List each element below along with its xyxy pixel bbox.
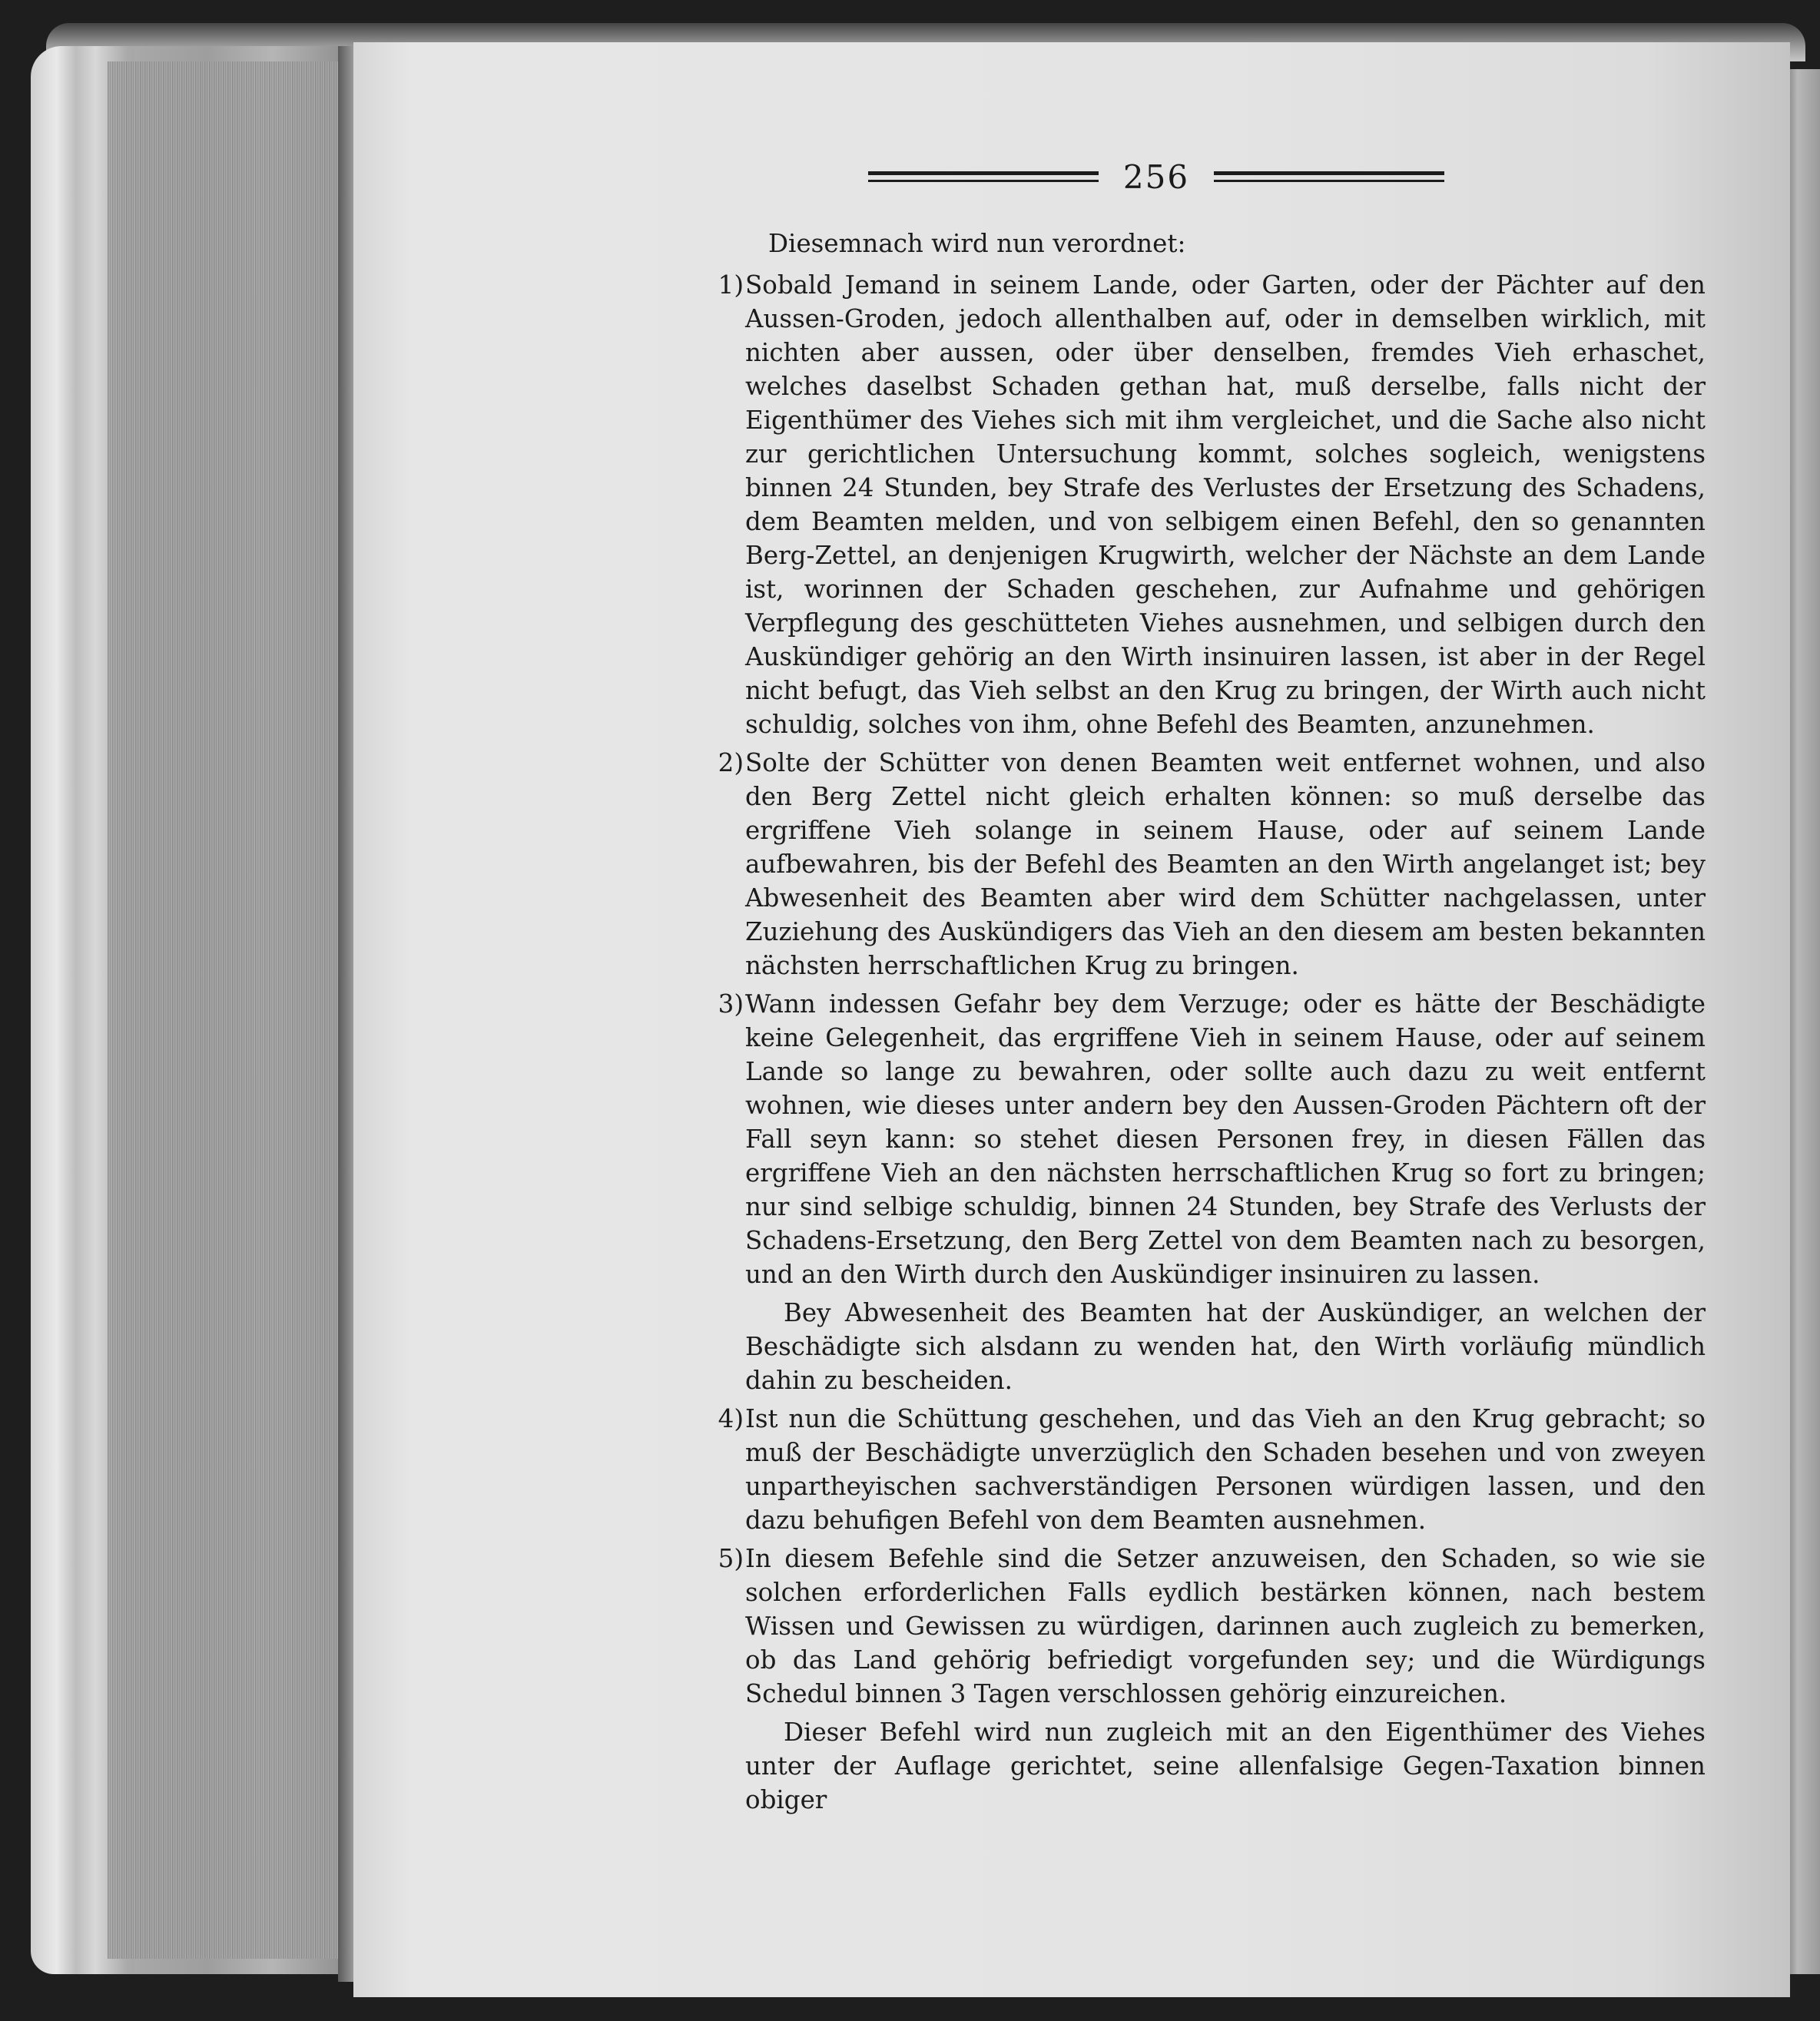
item-text: Solte der Schütter von denen Beamten weit entfernet wohnen, und also den Berg Zettel nicht gleich erhalten können: so muß derselbe das ergriffene Vieh solange in seinem Hause, oder auf seinem Lande aufbewahren, bis der Befehl des Beamten an den Wirth angelanget ist; bey Abwesenheit des Beamten aber wird dem Schütter nachgelassen, unter Zuziehung des Auskündigers das Vieh an den diesem am besten bekannten nächsten herrschaftlichen Krug zu bringen.: [745, 748, 1706, 980]
item-number: 3): [718, 989, 744, 1019]
paragraph: Dieser Befehl wird nun zugleich mit an den Eigenthümer des Viehes unter der Auflage gerichtet, seine allenfalsige Gegen-Taxation binnen obiger: [745, 1718, 1706, 1814]
page-number: 256: [1122, 157, 1190, 196]
list-item: [718, 268, 1706, 741]
item-text: Sobald Jemand in seinem Lande, oder Garten, oder der Pächter auf den Aussen-Groden, jedoch allenthalben auf, oder in demselben wirklich, mit nichten aber aussen, oder über denselben, fremdes Vieh erhaschet, welches daselbst Schaden gethan hat, muß derselbe, falls nicht der Eigenthümer des Viehes sich mit ihm vergleichet, und die Sache also nicht zur gerichtlichen Untersuchung kommt, solches sogleich, wenigstens binnen 24 Stunden, bey Strafe des Verlustes der Ersetzung des Schadens, dem Beamten melden, und von selbigem einen Befehl, den so genannten Berg-Zettel, an denjenigen Krugwirth, welcher der Nächste an dem Lande ist, worinnen der Schaden geschehen, zur Aufnahme und gehörigen Verpflegung des geschütteten Viehes ausnehmen, und selbigen durch den Auskündiger gehörig an den Wirth insinuiren lassen, ist aber in der Regel nicht befugt, das Vieh selbst an den Krug zu bringen, der Wirth auch nicht schuldig, solches von ihm, ohne Befehl des Beamten, anzunehmen.: [745, 270, 1706, 739]
list-item: [718, 1402, 1706, 1537]
paragraph: Bey Abwesenheit des Beamten hat der Auskündiger, an welchen der Beschädigte sich alsdann zu wenden hat, den Wirth vorläufig mündlich dahin zu bescheiden.: [745, 1298, 1706, 1395]
item-number: 4): [718, 1404, 744, 1433]
item-number: 2): [718, 748, 744, 777]
page-header: [868, 157, 1444, 196]
list-item: [718, 1542, 1706, 1711]
item-text: Wann indessen Gefahr bey dem Verzuge; oder es hätte der Beschädigte keine Gelegenheit, das ergriffene Vieh in seinem Hause, oder auf seinem Lande so lange zu bewahren, oder sollte auch dazu zu weit entfernt wohnen, wie dieses unter andern bey den Aussen-Groden Pächtern oft der Fall seyn kann: so stehet diesen Personen frey, in diesen Fällen das ergriffene Vieh an den nächsten herrschaftlichen Krug so fort zu bringen; nur sind selbige schuldig, binnen 24 Stunden, bey Strafe des Verlusts der Schadens-Ersetzung, den Berg Zettel von dem Beamten nach zu besorgen, und an den Wirth durch den Auskündiger insinuiren zu lassen.: [745, 989, 1706, 1289]
page-body: [707, 227, 1706, 1821]
item-number: 1): [718, 270, 744, 300]
item-text: In diesem Befehle sind die Setzer anzuweisen, den Schaden, so wie sie solchen erforderlichen Falls eydlich bestärken können, nach bestem Wissen und Gewissen zu würdigen, darinnen auch zugleich zu bemerken, ob das Land gehörig befriedigt vorgefunden sey; und die Würdigungs Schedul binnen 3 Tagen verschlossen gehörig einzureichen.: [745, 1544, 1706, 1708]
item-number: 5): [718, 1544, 744, 1573]
header-rule-right: [1214, 171, 1444, 182]
page-edges: [108, 61, 338, 1959]
header-rule-left: [868, 171, 1099, 182]
item-text: Ist nun die Schüttung geschehen, und das Vieh an den Krug gebracht; so muß der Beschädigte unverzüglich den Schaden besehen und von zweyen unpartheyischen sachverständigen Personen würdigen lassen, und den dazu behufigen Befehl von dem Beamten ausnehmen.: [745, 1404, 1706, 1535]
list-item: [718, 987, 1706, 1291]
list-item: [718, 746, 1706, 982]
intro-line: Diesemnach wird nun verordnet:: [768, 229, 1186, 258]
